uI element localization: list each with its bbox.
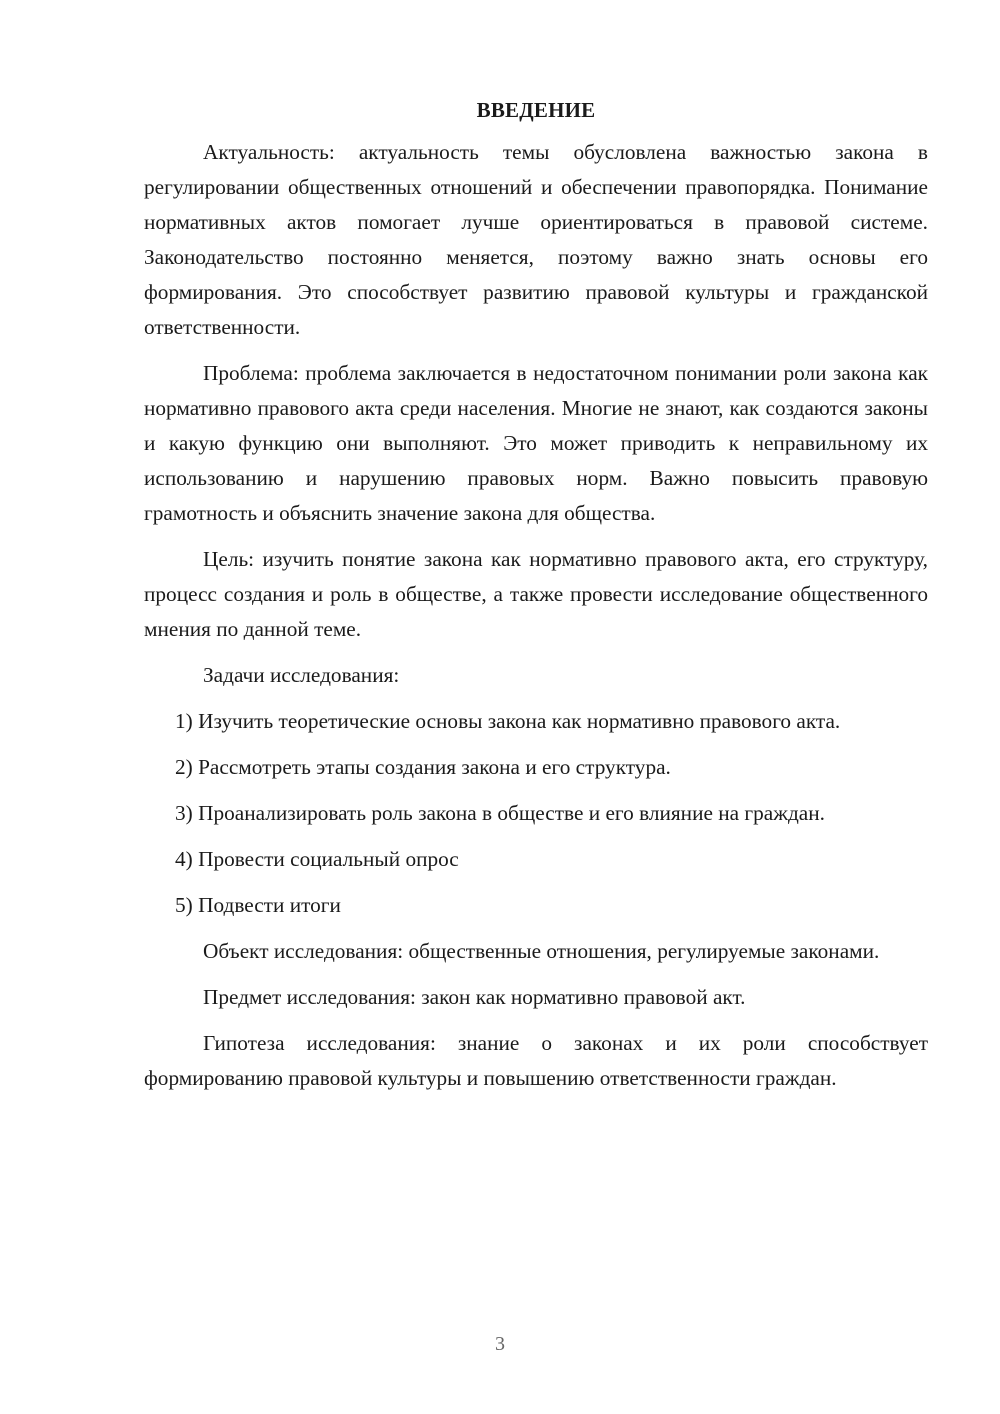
page-number: 3	[495, 1333, 505, 1355]
task-item-3: 3) Проанализировать роль закона в обществе и его влияние на граждан.	[175, 801, 825, 825]
paragraph-tasks-heading: Задачи исследования:	[203, 663, 400, 687]
section-title: ВВЕДЕНИЕ	[476, 98, 596, 122]
paragraph-object: Объект исследования: общественные отношения, регулируемые законами.	[203, 939, 880, 963]
paragraph-goal: Цель: изучить понятие закона как нормативно правового акта, его структуру, процесс создания и роль в обществе, а также провести исследование общественного мнения по данной теме.	[144, 547, 928, 641]
page-content	[144, 96, 928, 1107]
paragraph-relevance: Актуальность: актуальность темы обусловлена важностью закона в регулировании общественных отношений и обеспечении правопорядка. Понимание нормативных актов помогает лучше ориентироваться в правовой системе. Законодательство постоянно меняется, поэтому важно знать основы его формирования. Это способствует развитию правовой культуры и гражданской ответственности.	[144, 140, 928, 339]
paragraph-hypothesis: Гипотеза исследования: знание о законах и их роли способствует формированию правовой культуры и повышению ответственности граждан.	[144, 1031, 928, 1090]
task-item-4: 4) Провести социальный опрос	[175, 847, 459, 871]
task-item-5: 5) Подвести итоги	[175, 893, 341, 917]
paragraph-problem: Проблема: проблема заключается в недостаточном понимании роли закона как нормативно правового акта среди населения. Многие не знают, как создаются законы и какую функцию они выполняют. Это может приводить к неправильному их использованию и нарушению правовых норм. Важно повысить правовую грамотность и объяснить значение закона для общества.	[144, 361, 928, 525]
task-item-1: 1) Изучить теоретические основы закона как нормативно правового акта.	[175, 709, 841, 733]
task-item-2: 2) Рассмотреть этапы создания закона и его структура.	[175, 755, 671, 779]
paragraph-subject: Предмет исследования: закон как нормативно правовой акт.	[203, 985, 746, 1009]
